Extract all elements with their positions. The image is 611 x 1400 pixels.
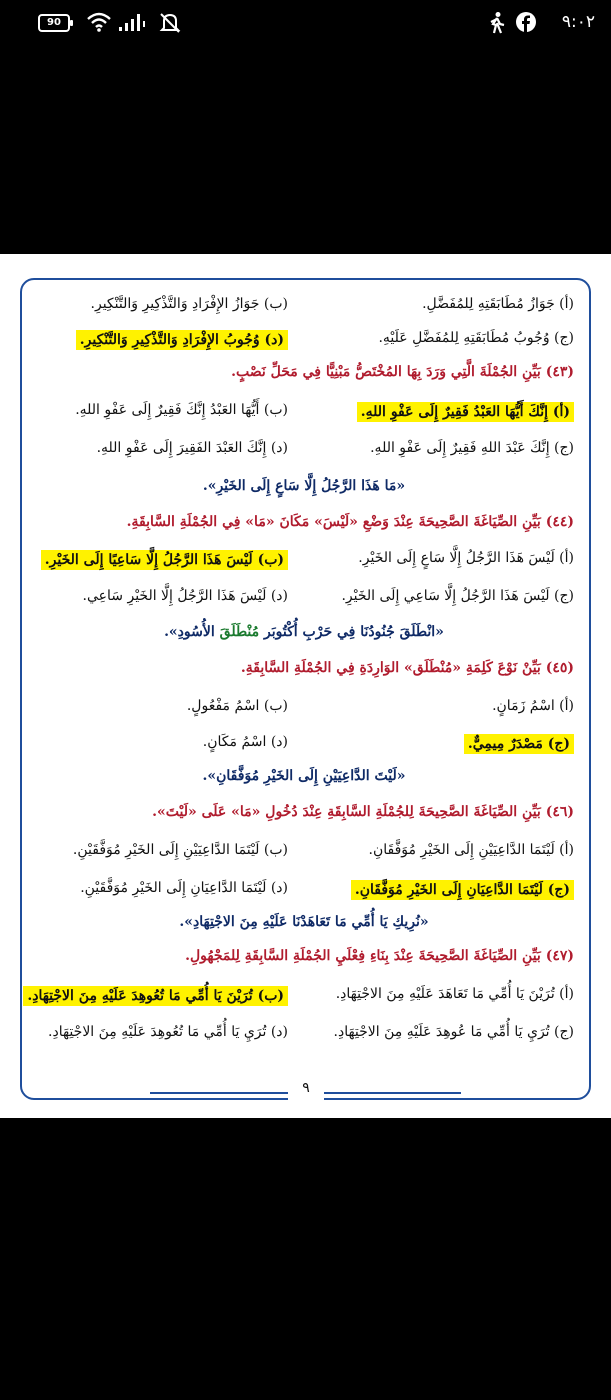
question-45 — [34, 654, 574, 688]
page-number: ٩ — [288, 1080, 324, 1104]
quote-sentence — [34, 618, 574, 652]
question-44 — [34, 508, 574, 542]
quote-sentence — [34, 472, 574, 506]
option-a: (أ) جَوَازُ مُطَابَقَتِهِ لِلمُفَضَّلِ. — [422, 296, 574, 312]
option-c: (ج) تُرَيِ يَا أُمِّي مَا عُوهِدَ عَلَيْهِ مِنَ الاجْتِهَادِ. — [333, 1024, 574, 1040]
quote-text — [34, 624, 574, 640]
wifi-icon — [86, 11, 112, 33]
clock: ٩:٠٢ — [561, 12, 595, 32]
options-row — [34, 582, 574, 616]
option-c: (ج) وُجُوبُ مُطَابَقَتِهِ لِلمُفَضَّلِ عَلَيْهِ. — [378, 330, 574, 346]
options-row — [34, 836, 574, 870]
options-row — [27, 980, 574, 1014]
quote-text: «نُرِيكِ يَا أُمِّي مَا تَعَاهَدْنَا عَلَيْهِ مِنَ الاجْتِهَادِ». — [179, 914, 429, 930]
question-43 — [34, 358, 574, 392]
option-b: (ب) لَيْتَمَا الدَّاعِيَيْنِ إِلَى الخَيْرِ مُوَفَّقَيْنِ. — [72, 842, 288, 858]
quote-text: «لَيْتَ الدَّاعِيَيْنِ إِلَى الخَيْرِ مُوَفَّقَانِ». — [202, 768, 406, 784]
facebook-icon — [515, 11, 537, 33]
option-c: (ج) لَيْسَ هَذَا الرَّجُلُ إِلَّا سَاعِي إِلَى الخَيْرِ. — [341, 588, 574, 604]
quote-sentence — [34, 908, 574, 942]
question-text: (٤٦) بَيِّنِ الصِّيَاغَةَ الصَّحِيحَةَ لِلجُمْلَةِ السَّابِقَةِ عِنْدَ دُخُولِ «مَا» عَلَى «لَيْتَ». — [152, 804, 574, 820]
option-c: (ج) إِنَّكَ عَبْدَ اللهِ فَقِيرٌ إِلَى عَفْوِ اللهِ. — [370, 440, 574, 456]
muted-bell-icon — [158, 11, 182, 35]
option-b: (ب) جَوَازُ الإِفْرَادِ وَالتَّذْكِيرِ وَالتَّنْكِيرِ. — [90, 296, 288, 312]
activity-icon — [487, 11, 507, 35]
quote-text: «مَا هَذَا الرَّجُلُ إِلَّا سَاعٍ إِلَى الخَيْرِ». — [202, 478, 406, 494]
question-text: (٤٧) بَيِّنِ الصِّيَاغَةَ الصَّحِيحَةَ عِنْدَ بِنَاءِ فِعْلَيِ الجُمْلَةِ السَّابِقَةِ لِلمَجْهُولِ. — [185, 948, 574, 964]
quote-part: الأُسُودِ». — [164, 624, 220, 640]
options-row — [34, 396, 574, 430]
option-c-answer: (ج) لَيْتَمَا الدَّاعِيَانِ إِلَى الخَيْرِ مُوَفَّقَانِ. — [351, 880, 574, 900]
options-row — [34, 324, 574, 358]
options-row — [34, 434, 574, 468]
options-row — [34, 1018, 574, 1052]
options-row — [34, 290, 574, 324]
option-b-answer: (ب) تُرَيْنَ يَا أُمِّي مَا تُعُوهِدَ عَلَيْهِ مِنَ الاجْتِهَادِ. — [23, 986, 288, 1006]
option-d: (د) إِنَّكَ العَبْدَ الفَقِيرَ إِلَى عَفْوِ اللهِ. — [96, 440, 288, 456]
option-d: (د) تُرَيِ يَا أُمِّي مَا تُعُوهِدَ عَلَيْهِ مِنَ الاجْتِهَادِ. — [48, 1024, 288, 1040]
option-b: (ب) اسْمُ مَفْعُولٍ. — [186, 698, 288, 714]
option-b-answer: (ب) لَيْسَ هَذَا الرَّجُلُ إِلَّا سَاعِيًا إِلَى الخَيْرِ. — [41, 550, 288, 570]
options-row — [34, 544, 574, 578]
quote-highlight-word: مُنْطَلَقَ — [219, 624, 260, 640]
option-a: (أ) اسْمُ زَمَانٍ. — [492, 698, 574, 714]
option-a: (أ) لَيْتَمَا الدَّاعِيَيْنِ إِلَى الخَيْرِ مُوَفَّقَانِ. — [368, 842, 574, 858]
quote-sentence — [34, 762, 574, 796]
option-d-answer: (د) وُجُوبُ الإِفْرَادِ وَالتَّذْكِيرِ وَالتَّنْكِيرِ. — [76, 330, 288, 350]
option-b: (ب) أَيُّهَا العَبْدُ إِنَّكَ فَقِيرٌ إِلَى عَفْوِ اللهِ. — [75, 402, 288, 418]
options-row — [34, 692, 574, 726]
option-a: (أ) تُرَيْنَ يَا أُمِّي مَا تَعَاهَدَ عَلَيْهِ مِنَ الاجْتِهَادِ. — [335, 986, 574, 1002]
battery-icon: 90 — [38, 14, 70, 32]
document-page — [0, 254, 611, 1118]
question-text: (٤٤) بَيِّنِ الصِّيَاغَةَ الصَّحِيحَةَ عِنْدَ وَضْعِ «لَيْسَ» مَكَانَ «مَا» فِي الجُمْلَةِ السَّابِقَةِ. — [126, 514, 574, 530]
options-row — [34, 728, 574, 762]
question-text: (٤٥) بَيِّنْ نَوْعَ كَلِمَةِ «مُنْطَلَق» الوَارِدَةِ فِي الجُمْلَةِ السَّابِقَةِ. — [240, 660, 574, 676]
options-row — [34, 874, 574, 908]
status-bar — [0, 0, 611, 48]
option-a: (أ) لَيْسَ هَذَا الرَّجُلُ إِلَّا سَاعٍ إِلَى الخَيْرِ. — [358, 550, 574, 566]
option-d: (د) لَيْسَ هَذَا الرَّجُلُ إِلَّا الخَيْرِ سَاعِي. — [82, 588, 288, 604]
option-d: (د) لَيْتَمَا الدَّاعِيَانِ إِلَى الخَيْرِ مُوَفَّقَيْنِ. — [80, 880, 288, 896]
option-a-answer: (أ) إِنَّكَ أَيُّهَا العَبْدُ فَقِيرٌ إِلَى عَفْوِ اللهِ. — [357, 402, 574, 422]
question-47 — [34, 942, 574, 976]
question-text: (٤٣) بَيِّنِ الجُمْلَةَ الَّتِي وَرَدَ بِهَا المُخْتَصُّ مَبْنِيًّا فِي مَحَلِّ نَصْبٍ. — [231, 364, 574, 380]
quote-part: «انْطَلَقَ جُنُودُنَا فِي حَرْبِ أُكْتُوبَر — [259, 624, 444, 640]
option-c-answer: (ج) مَصْدَرٌ مِيمِيٌّ. — [464, 734, 574, 754]
signal-icon — [118, 11, 146, 33]
question-46 — [34, 798, 574, 832]
option-d: (د) اسْمُ مَكَانٍ. — [202, 734, 288, 750]
